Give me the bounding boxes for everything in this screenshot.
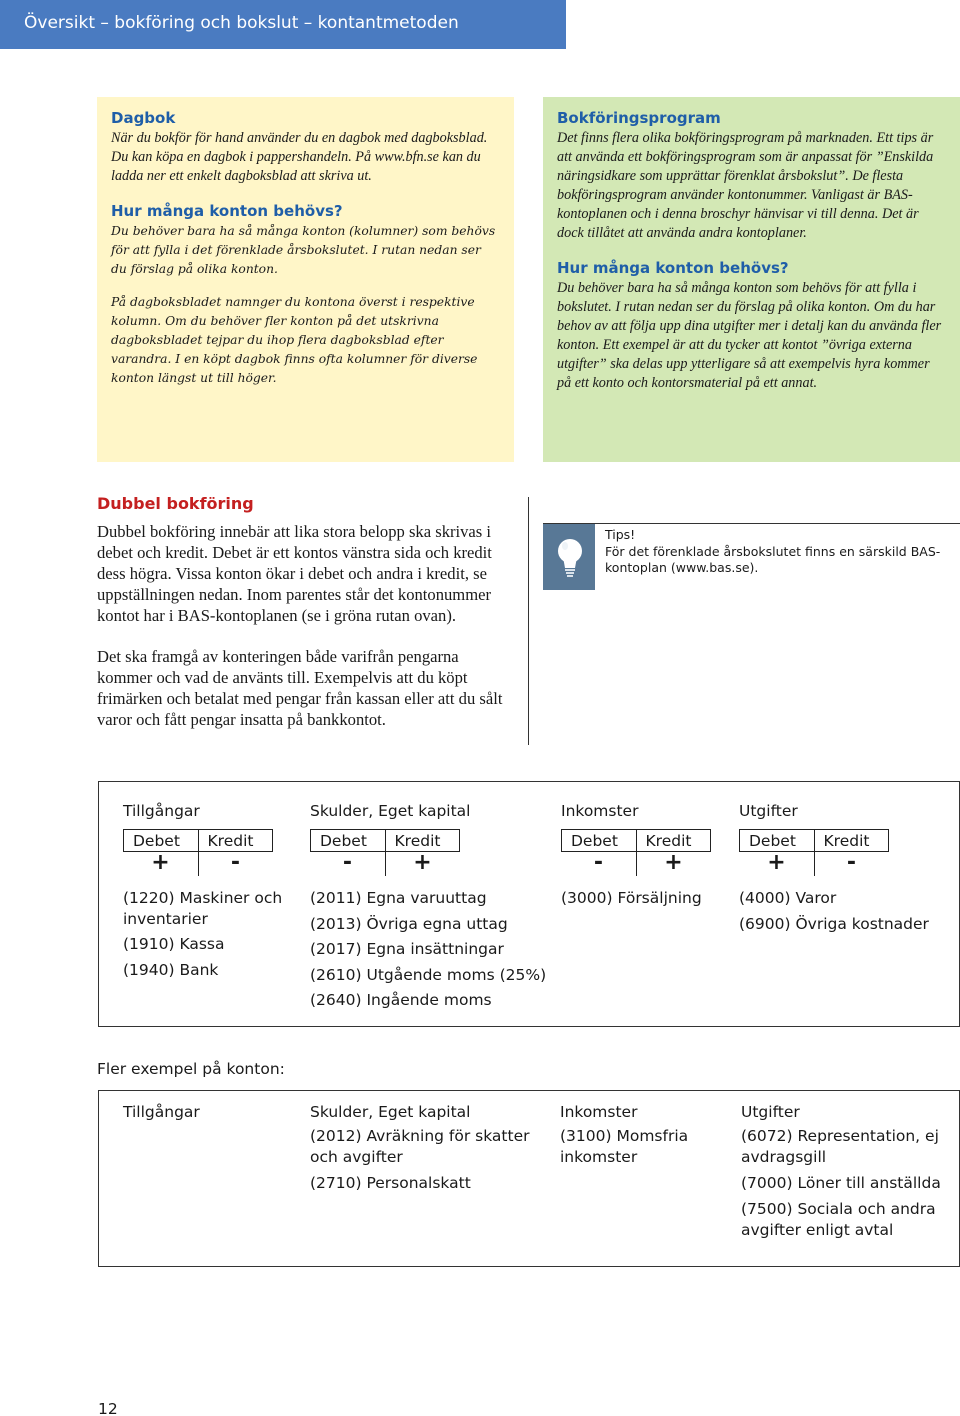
- dagbok-paragraph-1: Du behöver bara ha så många konton (kolumner) som behövs för att fylla i det förenklade årsbokslutet. I rutan nedan ser du förslag på olika konton.: [111, 224, 496, 276]
- dubbel-bokforing-paragraph-1: Dubbel bokföring innebär att lika stora belopp ska skrivas i debet och kredit. Debet är ett kontos vänstra sida och kredit dess högra. Vissa konton ökar i debet och andra i kredit, se uppställningen nedan. Inom parentes står det kontonummer kontot har i BAS-kontoplanen (se i gröna rutan ovan).: [97, 522, 492, 625]
- account-column-skulder: [310, 802, 560, 1016]
- debet-label: Debet: [562, 830, 637, 851]
- dubbel-bokforing-paragraph-2: Det ska framgå av konteringen både varifrån pengarna kommer och vad de använts till. Exempelvis att du köpt frimärken och betalat med pengar från kassan eller att du sålt varor och fått pengar insatta på bankkontot.: [97, 647, 503, 729]
- page-number: 12: [98, 1400, 118, 1416]
- account-overview-box: [98, 781, 960, 1027]
- account-list: [561, 888, 731, 909]
- column-header: Inkomster: [560, 1103, 638, 1121]
- sign-row: [739, 852, 889, 876]
- kredit-sign: -: [846, 850, 857, 875]
- kredit-label: Kredit: [823, 832, 870, 850]
- account-item: (2013) Övriga egna uttag: [310, 914, 508, 933]
- debet-kredit-row: [561, 829, 711, 852]
- fler-column-inkomster: [560, 1103, 720, 1173]
- account-item: (6900) Övriga kostnader: [739, 914, 929, 933]
- account-item: (3100) Momsfria inkomster: [560, 1127, 689, 1166]
- debet-label: Debet: [124, 830, 199, 851]
- lightbulb-icon: [543, 524, 595, 590]
- kredit-sign: +: [664, 850, 683, 875]
- debet-sign: -: [593, 850, 604, 875]
- fler-column-tillgangar: [123, 1103, 303, 1126]
- fler-exempel-box: [98, 1090, 960, 1267]
- bokforingsprogram-subtitle: Hur många konton behövs?: [557, 259, 789, 277]
- column-header: Utgifter: [739, 802, 798, 820]
- debet-sign: +: [767, 850, 786, 875]
- fler-column-skulder: [310, 1103, 530, 1199]
- account-item: (7000) Löner till anställda: [741, 1174, 941, 1192]
- account-column-inkomster: [561, 802, 731, 914]
- debet-kredit-row: [310, 829, 460, 852]
- account-item: (1910) Kassa: [123, 935, 225, 953]
- kredit-label: Kredit: [394, 832, 441, 850]
- column-header: Tillgångar: [123, 802, 200, 820]
- tips-label: Tips!: [605, 527, 636, 542]
- account-item: (4000) Varor: [739, 889, 837, 907]
- column-header: Inkomster: [561, 802, 639, 820]
- kredit-label: Kredit: [207, 832, 254, 850]
- account-item: (7500) Sociala och andra avgifter enligt avtal: [741, 1200, 936, 1239]
- column-header: Skulder, Eget kapital: [310, 802, 471, 820]
- dagbok-subtitle: Hur många konton behövs?: [111, 202, 343, 220]
- account-list: [310, 888, 560, 1011]
- dagbok-title: Dagbok: [111, 109, 176, 127]
- debet-kredit-row: [739, 829, 889, 852]
- account-list: [123, 888, 303, 980]
- column-header: Utgifter: [741, 1103, 800, 1121]
- dagbok-paragraph-2: På dagboksbladet namnger du kontona överst i respektive kolumn. Om du behöver fler konton på det utskrivna dagboksbladet tejpar du ihop flera dagboksblad efter varandra. I en köpt dagbok finns ofta kolumner för diverse konton längst ut till höger.: [111, 295, 478, 385]
- debet-sign: -: [342, 850, 353, 875]
- column-header: Tillgångar: [123, 1103, 200, 1121]
- debet-sign: +: [151, 850, 170, 875]
- account-item: (2710) Personalskatt: [310, 1174, 471, 1192]
- fler-column-utgifter: [741, 1103, 956, 1246]
- dagbok-intro: När du bokför för hand använder du en dagbok med dagboksblad. Du kan köpa en dagbok i pappershandeln. På www.bfn.se kan du ladda ner ett enkelt dagboksblad att skriva ut.: [111, 130, 488, 184]
- account-item: (1940) Bank: [123, 960, 219, 979]
- tips-text: [605, 527, 960, 577]
- debet-label: Debet: [311, 830, 386, 851]
- column-header: Skulder, Eget kapital: [310, 1103, 471, 1121]
- bokforingsprogram-paragraph-2: Du behöver bara ha så många konton som behövs för att fylla i bokslutet. I rutan nedan ser du förslag på olika konton. Om du har behov av att följa upp dina utgifter mer i detalj kan du använda fler konton. Ett exempel är att du tycker att kontot ”övriga externa utgifter” ska delas upp ytterligare så att exempelvis hyra kommer på ett konto och kontorsmaterial på ett annat.: [557, 280, 942, 391]
- account-item: (2011) Egna varuuttag: [310, 889, 487, 907]
- bokforingsprogram-title: Bokföringsprogram: [557, 109, 721, 127]
- debet-kredit-row: [123, 829, 273, 852]
- sign-row: [310, 852, 460, 876]
- fler-exempel-title: Fler exempel på konton:: [97, 1060, 285, 1078]
- dagbok-box: [97, 97, 514, 462]
- bokforingsprogram-box: [543, 97, 960, 462]
- kredit-sign: +: [413, 850, 432, 875]
- dubbel-bokforing-title: Dubbel bokföring: [97, 494, 254, 513]
- account-column-tillgangar: [123, 802, 303, 985]
- account-item: (2610) Utgående moms (25%): [310, 965, 547, 984]
- bokforingsprogram-paragraph-1: Det finns flera olika bokföringsprogram på marknaden. Ett tips är att använda ett bokföringsprogram som är anpassat för ”Enskilda näringsidkare som upprättar förenklat årsbokslut”. De flesta bokföringsprogram använder kontonummer. Vanligast är BAS-kontoplanen och i denna broschyr hänvisar vi till denna. Det är dock tillåtet att använda andra kontoplaner.: [557, 130, 934, 241]
- vertical-divider: [528, 497, 529, 745]
- debet-label: Debet: [740, 830, 815, 851]
- tips-body: För det förenklade årsbokslutet finns en särskild BAS-kontoplan (www.bas.se).: [605, 543, 941, 575]
- account-item: (2012) Avräkning för skatter och avgifter: [310, 1127, 530, 1166]
- sign-row: [123, 852, 273, 876]
- kredit-label: Kredit: [645, 832, 692, 850]
- account-item: (6072) Representation, ej avdragsgill: [741, 1127, 939, 1166]
- account-list: [739, 888, 954, 934]
- account-column-utgifter: [739, 802, 954, 939]
- page-header: [0, 0, 566, 49]
- account-item: (1220) Maskiner och inventarier: [123, 889, 283, 928]
- account-item: (2017) Egna insättningar: [310, 940, 504, 958]
- kredit-sign: -: [230, 850, 241, 875]
- sign-row: [561, 852, 711, 876]
- tips-divider: [543, 523, 960, 524]
- account-item: (2640) Ingående moms: [310, 991, 492, 1009]
- account-item: (3000) Försäljning: [561, 889, 702, 907]
- dubbel-bokforing-section: [97, 494, 517, 730]
- header-title: Översikt – bokföring och bokslut – kontantmetoden: [24, 13, 459, 33]
